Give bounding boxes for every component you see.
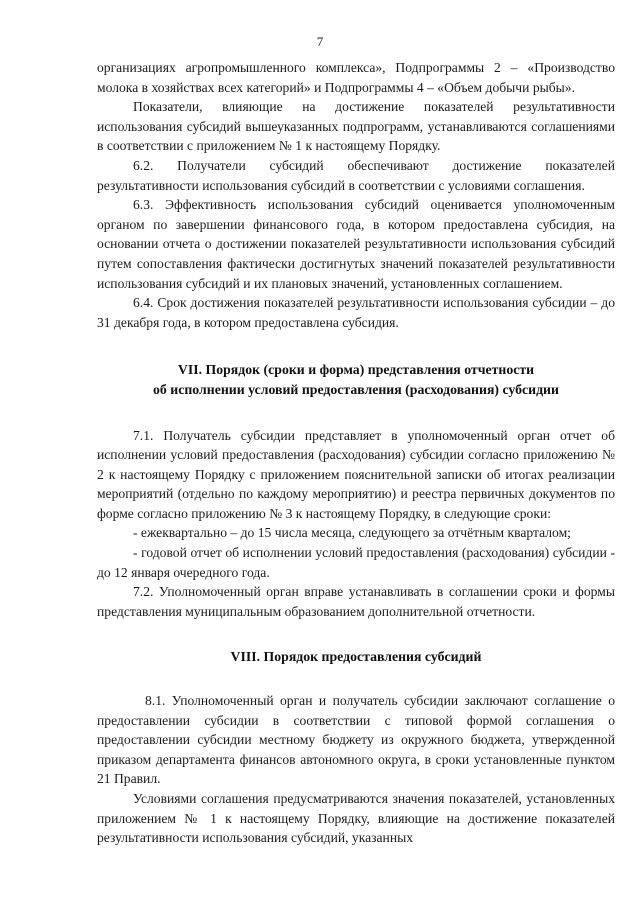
paragraph-indicators: Показатели, влияющие на достижение показателей результативности использования субсидий вышеуказанных подпрограмм, устанавливаются соглашениями в соответствии с приложением № 1 к настоящему Порядку. — [97, 99, 615, 154]
paragraph-6-3: 6.3. Эффективность использования субсидий оценивается уполномоченным органом по завершении финансового года, в котором предоставлена субсидия, на основании отчета о достижении показателей результативности использования субсидий путем сопоставления фактически достигнутых значений показателей результативности использования субсидий и их плановых значений, установленных соглашением. — [97, 197, 615, 291]
document-body — [97, 58, 615, 848]
section-7-title-line-1: VII. Порядок (сроки и форма) представления отчетности — [177, 362, 535, 378]
paragraph-conditions: Условиями соглашения предусматриваются значения показателей, установленных приложением № 1 к настоящему Порядку, влияющие на достижение показателей результативности использования субсидий, указанных — [97, 791, 615, 846]
section-7-title-line-2: об исполнении условий предоставления (расходования) субсидии — [153, 381, 559, 397]
paragraph-6-4: 6.4. Срок достижения показателей результативности использования субсидии – до 31 декабря года, в котором предоставлена субсидия. — [97, 295, 615, 330]
paragraph-7-1: 7.1. Получатель субсидии представляет в уполномоченный орган отчет об исполнении условий предоставления (расходования) субсидии согласно приложению № 2 к настоящему Порядку с приложением пояснительной записки об итогах реализации мероприятий (отдельно по каждому мероприятию) и реестра первичных документов по форме согласно приложению № 3 к настоящему Порядку, в следующие сроки: — [97, 427, 615, 521]
page-number: 7 — [316, 34, 324, 49]
list-item-quarterly: - ежеквартально – до 15 числа месяца, следующего за отчётным кварталом; — [133, 525, 571, 541]
paragraph-7-2: 7.2. Уполномоченный орган вправе устанавливать в соглашении сроки и формы представления муниципальным образованием дополнительной отчетности. — [97, 584, 615, 619]
section-8-title: VIII. Порядок предоставления субсидий — [230, 649, 482, 665]
list-item-annual: - годовой отчет об исполнении условий предоставления (расходования) субсидии - до 12 января очередного года. — [97, 545, 615, 580]
paragraph-continuation: организациях агропромышленного комплекса», Подпрограммы 2 – «Производство молока в хозяйствах всех категорий» и Подпрограммы 4 – «Объем добычи рыбы». — [97, 60, 615, 95]
paragraph-8-1: 8.1. Уполномоченный орган и получатель субсидии заключают соглашение о предоставлении субсидии в соответствии с типовой формой соглашения о предоставлении субсидии местному бюджету из окружного бюджета, утвержденной приказом департамента финансов автономного округа, в сроки установленные пунктом 21 Правил. — [97, 693, 615, 787]
paragraph-6-2: 6.2. Получатели субсидий обеспечивают достижение показателей результативности использования субсидий в соответствии с условиями соглашения. — [97, 157, 615, 193]
